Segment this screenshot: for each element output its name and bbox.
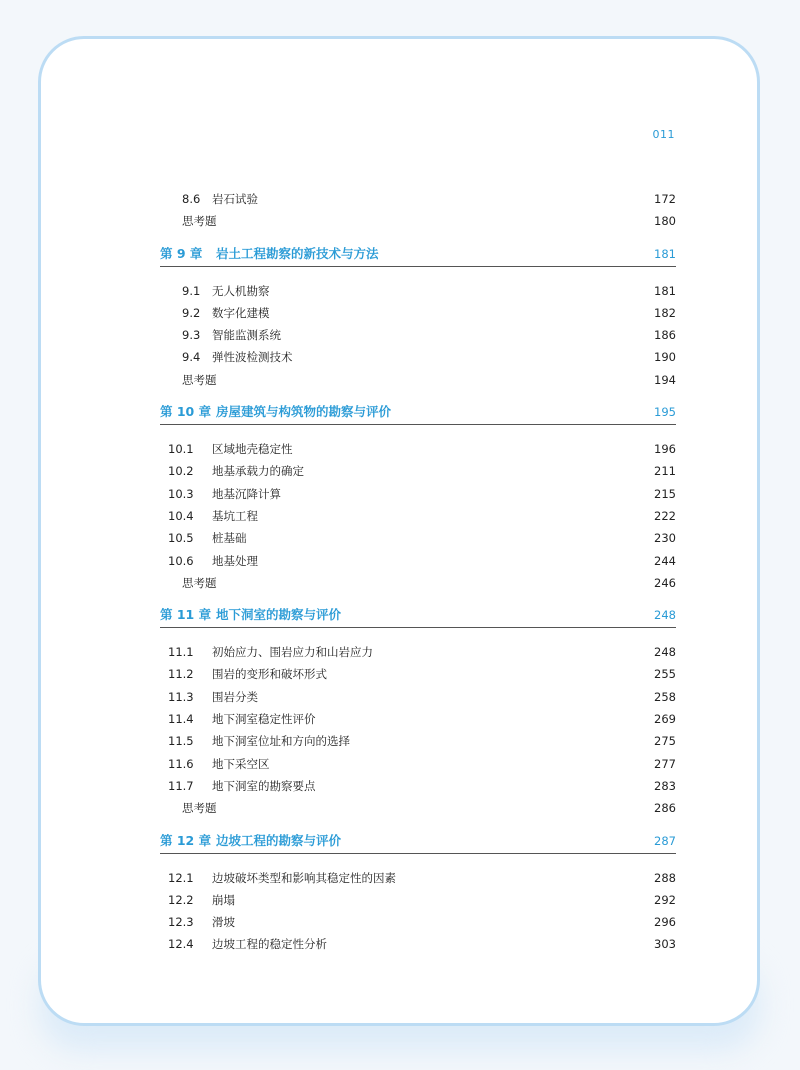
- entry-page: 215: [654, 486, 676, 501]
- entry-title: 岩石试验: [212, 192, 258, 206]
- toc-entry[interactable]: [160, 483, 676, 505]
- entry-number: 12.3: [168, 915, 194, 930]
- chapter-page: 181: [654, 246, 676, 261]
- entry-page: 283: [654, 778, 676, 793]
- entry-page: 172: [654, 192, 676, 206]
- entry-page: 255: [654, 667, 676, 682]
- entry-number: 10.4: [168, 508, 194, 523]
- toc-entry-exercises[interactable]: [160, 369, 676, 391]
- entry-title: 弹性波检测技术: [212, 350, 293, 365]
- entry-title: 无人机勘察: [212, 283, 270, 298]
- chapter-title: 房屋建筑与构筑物的勘察与评价: [216, 404, 392, 420]
- table-of-contents: [160, 188, 676, 956]
- entry-title: 思考题: [182, 214, 217, 229]
- entry-number: 10.1: [168, 442, 194, 457]
- chapter-title: 地下洞室的勘察与评价: [216, 607, 342, 623]
- toc-entry[interactable]: [160, 889, 676, 911]
- entry-title: 思考题: [182, 372, 217, 387]
- entry-title: 边坡工程的稳定性分析: [212, 937, 327, 952]
- entry-number: 11.4: [168, 712, 194, 727]
- entry-number: 12.2: [168, 892, 194, 907]
- entry-title: 地下洞室的勘察要点: [212, 778, 316, 793]
- entry-page: 248: [654, 645, 676, 660]
- chapter-title: 边坡工程的勘察与评价: [216, 832, 342, 848]
- chapter-heading[interactable]: [160, 603, 676, 628]
- chapter-label: 第 12 章: [160, 832, 212, 848]
- entry-page: 244: [654, 553, 676, 568]
- entry-number: 9.4: [182, 350, 201, 365]
- entry-page: 194: [654, 372, 676, 387]
- entry-page: 186: [654, 328, 676, 343]
- entry-title: 初始应力、围岩应力和山岩应力: [212, 645, 373, 660]
- entry-page: 296: [654, 915, 676, 930]
- entry-title: 围岩分类: [212, 689, 258, 704]
- entry-page: 181: [654, 283, 676, 298]
- entry-number: 10.6: [168, 553, 194, 568]
- entry-number: 11.7: [168, 778, 194, 793]
- toc-entry[interactable]: [160, 280, 676, 302]
- entry-page: 230: [654, 531, 676, 546]
- toc-entry[interactable]: [160, 550, 676, 572]
- entry-page: 246: [654, 575, 676, 590]
- entry-title: 滑坡: [212, 915, 235, 930]
- chapter-label: 第 10 章: [160, 404, 212, 420]
- entry-title: 崩塌: [212, 892, 235, 907]
- entry-number: 11.1: [168, 645, 194, 660]
- chapter-list: [160, 242, 676, 956]
- entry-number: 10.2: [168, 464, 194, 479]
- entry-title: 区域地壳稳定性: [212, 442, 293, 457]
- entry-page: 292: [654, 892, 676, 907]
- toc-entry[interactable]: [160, 324, 676, 346]
- chapter-heading[interactable]: [160, 829, 676, 854]
- toc-entry[interactable]: [160, 867, 676, 889]
- entry-number: 11.2: [168, 667, 194, 682]
- toc-entry[interactable]: [160, 933, 676, 955]
- entry-page: 211: [654, 464, 676, 479]
- toc-entry[interactable]: [160, 188, 676, 210]
- entry-title: 地基承载力的确定: [212, 464, 304, 479]
- entry-page: 288: [654, 870, 676, 885]
- chapter-page: 248: [654, 608, 676, 623]
- toc-entry[interactable]: [160, 302, 676, 324]
- entry-title: 地下采空区: [212, 756, 270, 771]
- chapter-page: 195: [654, 405, 676, 420]
- entry-page: 222: [654, 508, 676, 523]
- entry-title: 边坡破坏类型和影响其稳定性的因素: [212, 870, 396, 885]
- entry-page: 182: [654, 305, 676, 320]
- entry-title: 地基沉降计算: [212, 486, 281, 501]
- entry-number: 9.3: [182, 328, 201, 343]
- toc-entry-exercises[interactable]: [160, 797, 676, 819]
- entry-number: 12.4: [168, 937, 194, 952]
- entry-title: 地基处理: [212, 553, 258, 568]
- entry-number: 8.6: [182, 192, 201, 206]
- toc-entry[interactable]: [160, 686, 676, 708]
- entry-page: 196: [654, 442, 676, 457]
- entry-title: 桩基础: [212, 531, 247, 546]
- toc-entry[interactable]: [160, 775, 676, 797]
- entry-number: 11.5: [168, 734, 194, 749]
- entry-title: 数字化建模: [212, 305, 270, 320]
- entry-page: 180: [654, 214, 676, 229]
- entry-title: 思考题: [182, 801, 217, 816]
- toc-entry[interactable]: [160, 730, 676, 752]
- lead-entries: [160, 188, 676, 233]
- page-number: 011: [652, 128, 675, 141]
- entry-title: 围岩的变形和破坏形式: [212, 667, 327, 682]
- entry-page: 303: [654, 937, 676, 952]
- entry-number: 11.3: [168, 689, 194, 704]
- entry-title: 智能监测系统: [212, 328, 281, 343]
- entry-page: 277: [654, 756, 676, 771]
- toc-entry[interactable]: [160, 505, 676, 527]
- chapter-label: 第 11 章: [160, 607, 212, 623]
- toc-entry-exercises[interactable]: [160, 210, 676, 232]
- toc-entry[interactable]: [160, 663, 676, 685]
- toc-entry[interactable]: [160, 753, 676, 775]
- toc-entry[interactable]: [160, 641, 676, 663]
- entry-title: 地下洞室位址和方向的选择: [212, 734, 350, 749]
- chapter-heading[interactable]: [160, 242, 676, 267]
- entry-title: 基坑工程: [212, 508, 258, 523]
- toc-entry[interactable]: [160, 708, 676, 730]
- entry-number: 12.1: [168, 870, 194, 885]
- entry-number: 10.5: [168, 531, 194, 546]
- entry-page: 269: [654, 712, 676, 727]
- entry-number: 9.1: [182, 283, 201, 298]
- toc-entry[interactable]: [160, 460, 676, 482]
- chapter-heading[interactable]: [160, 400, 676, 425]
- chapter-page: 287: [654, 833, 676, 848]
- entry-number: 11.6: [168, 756, 194, 771]
- toc-entry[interactable]: [160, 346, 676, 368]
- entry-title: 思考题: [182, 575, 217, 590]
- toc-entry[interactable]: [160, 527, 676, 549]
- entry-page: 275: [654, 734, 676, 749]
- entry-number: 9.2: [182, 305, 201, 320]
- toc-entry[interactable]: [160, 438, 676, 460]
- chapter-label: 第 9 章: [160, 245, 203, 261]
- entry-page: 286: [654, 801, 676, 816]
- entry-title: 地下洞室稳定性评价: [212, 712, 316, 727]
- entry-page: 190: [654, 350, 676, 365]
- entry-page: 258: [654, 689, 676, 704]
- toc-entry-exercises[interactable]: [160, 572, 676, 594]
- entry-number: 10.3: [168, 486, 194, 501]
- toc-entry[interactable]: [160, 911, 676, 933]
- chapter-title: 岩土工程勘察的新技术与方法: [216, 245, 379, 261]
